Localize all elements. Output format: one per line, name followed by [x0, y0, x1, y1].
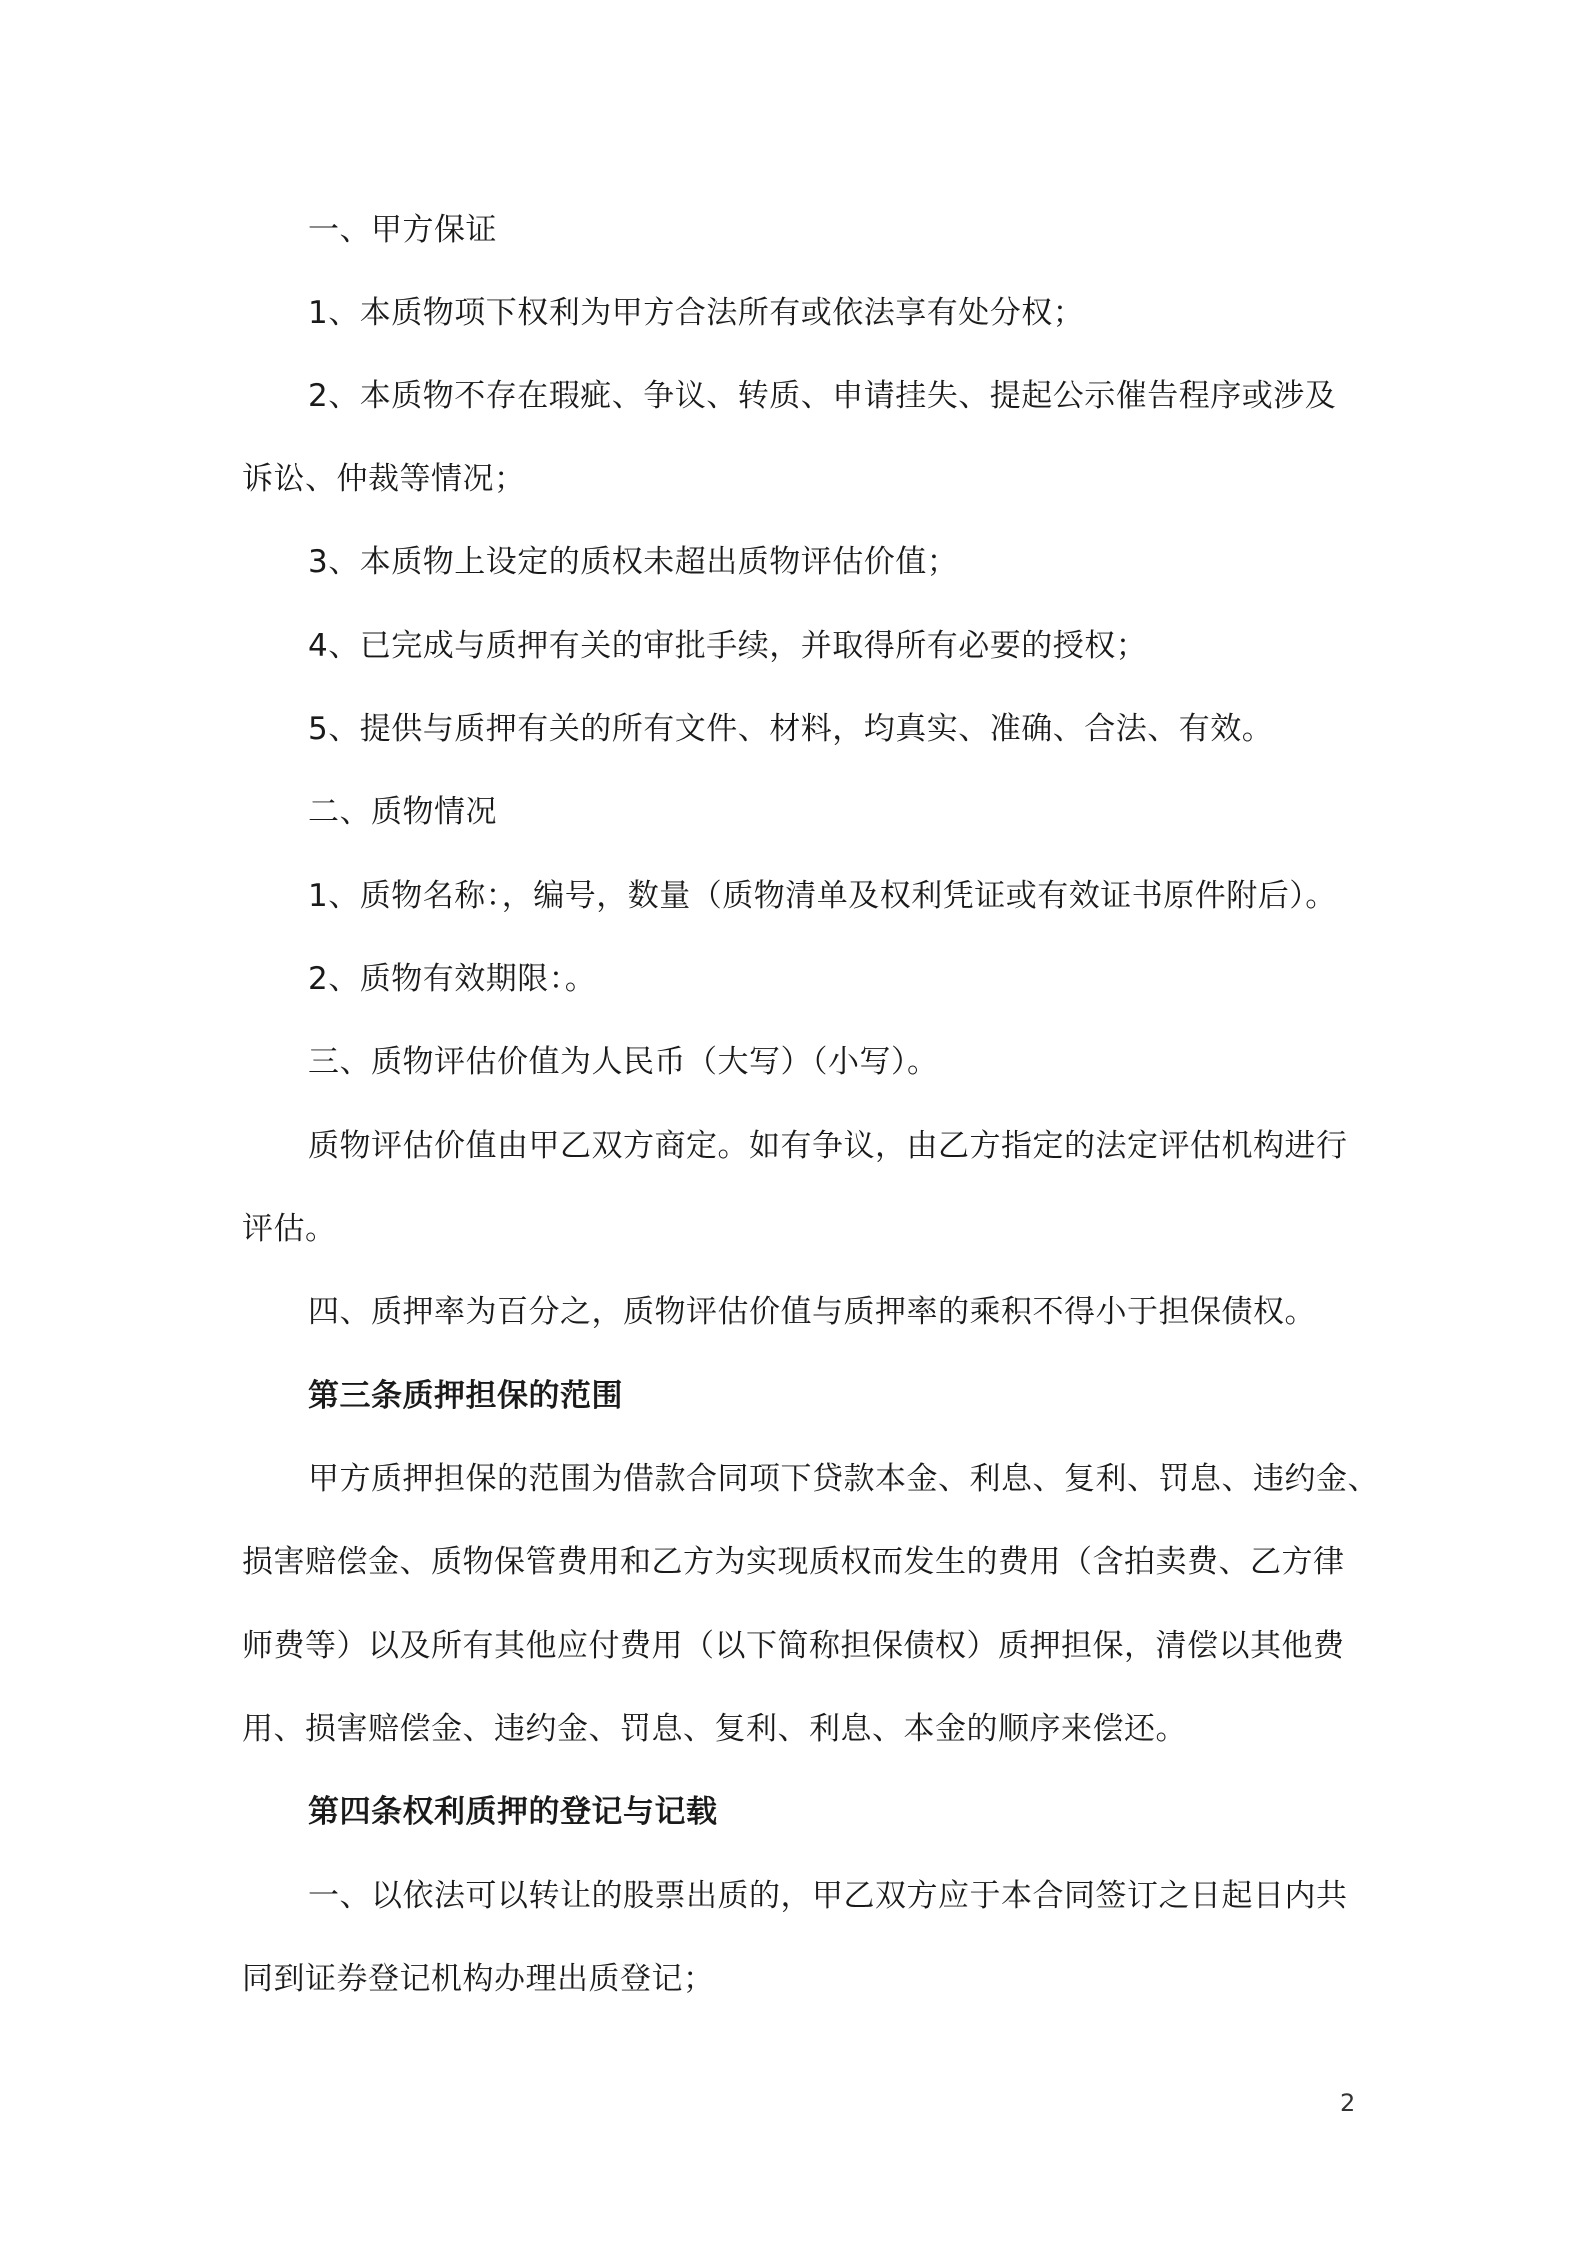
section-heading-4: 四、质押率为百分之，质物评估价值与质押率的乘积不得小于担保债权。 [308, 1294, 1316, 1330]
paragraph-line: 师费等）以及所有其他应付费用（以下简称担保债权）质押担保，清偿以其他费 [242, 1628, 1345, 1664]
paragraph-line: 质物评估价值由甲乙双方商定。如有争议，由乙方指定的法定评估机构进行 [308, 1128, 1348, 1164]
paragraph-line: 5、提供与质押有关的所有文件、材料，均真实、准确、合法、有效。 [308, 711, 1274, 747]
paragraph-line: 2、本质物不存在瑕疵、争议、转质、申请挂失、提起公示催告程序或涉及 [308, 378, 1337, 414]
paragraph-line: 诉讼、仲裁等情况； [242, 461, 526, 497]
article-heading-3: 第三条质押担保的范围 [308, 1378, 623, 1414]
section-heading-3: 三、质物评估价值为人民币（大写）（小写）。 [308, 1044, 939, 1080]
paragraph-line: 1、质物名称：，编号，数量（质物清单及权利凭证或有效证书原件附后）。 [308, 878, 1337, 914]
paragraph-line: 一、以依法可以转让的股票出质的，甲乙双方应于本合同签订之日起日内共 [308, 1878, 1348, 1914]
paragraph-line: 甲方质押担保的范围为借款合同项下贷款本金、利息、复利、罚息、违约金、 [308, 1461, 1379, 1497]
page-number: 2 [1340, 2089, 1356, 2117]
paragraph-line: 评估。 [242, 1211, 337, 1247]
paragraph-line: 损害赔偿金、质物保管费用和乙方为实现质权而发生的费用（含拍卖费、乙方律 [242, 1544, 1345, 1580]
paragraph-line: 3、本质物上设定的质权未超出质物评估价值； [308, 544, 959, 580]
paragraph-line: 4、已完成与质押有关的审批手续，并取得所有必要的授权； [308, 628, 1148, 664]
paragraph-line: 1、本质物项下权利为甲方合法所有或依法享有处分权； [308, 295, 1085, 331]
section-heading-1: 一、甲方保证 [308, 212, 497, 248]
article-heading-4: 第四条权利质押的登记与记载 [308, 1794, 718, 1830]
section-heading-2: 二、质物情况 [308, 794, 497, 830]
paragraph-line: 同到证券登记机构办理出质登记； [242, 1961, 715, 1997]
paragraph-line: 用、损害赔偿金、违约金、罚息、复利、利息、本金的顺序来偿还。 [242, 1711, 1187, 1747]
paragraph-line: 2、质物有效期限：。 [308, 961, 597, 997]
